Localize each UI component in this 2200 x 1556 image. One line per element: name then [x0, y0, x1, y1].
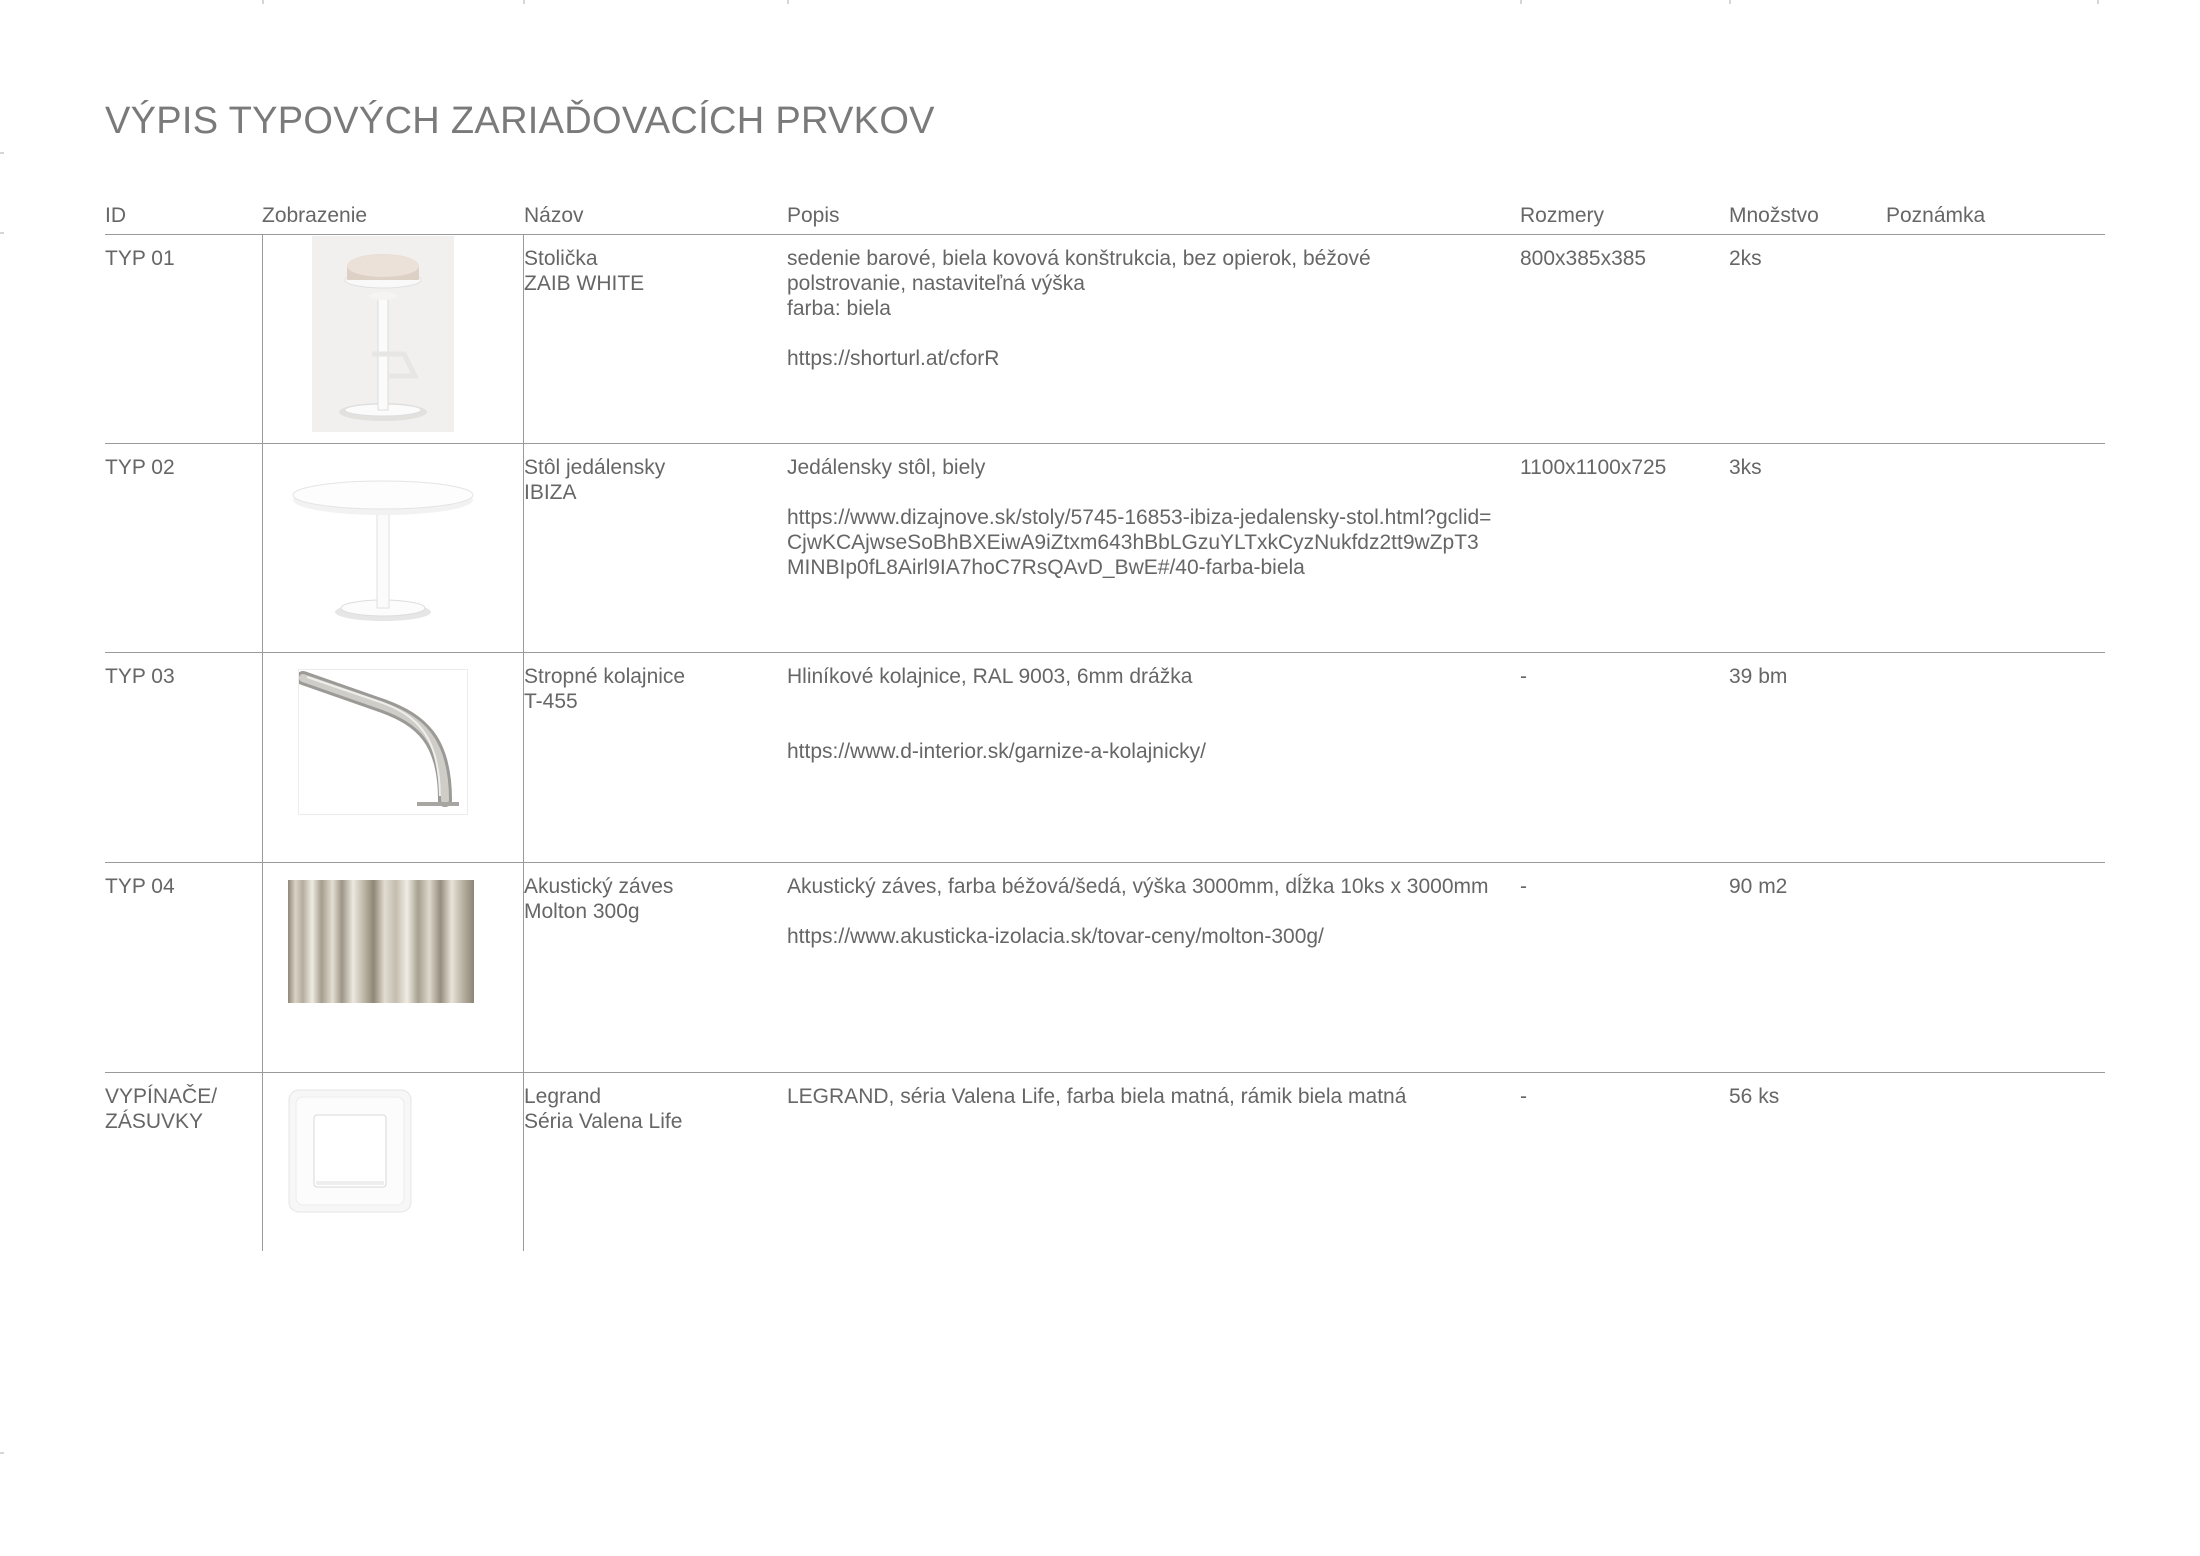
row-description-block — [787, 246, 1371, 371]
row-description-block — [787, 455, 1491, 580]
row-name: Akustický záves Molton 300g — [524, 875, 674, 923]
header-image: Zobrazenie — [262, 204, 368, 227]
row-divider — [105, 443, 2105, 444]
crop-mark — [262, 0, 264, 4]
row-dimensions: - — [1520, 1085, 1527, 1108]
row-description-block — [787, 1084, 1406, 1109]
row-name: Stropné kolajnice T-455 — [524, 665, 686, 713]
row-description: LEGRAND, séria Valena Life, farba biela matná, rámik biela matná — [787, 1085, 1407, 1108]
row-link[interactable]: https://www.d-interior.sk/garnize-a-kolajnicky/ — [787, 740, 1206, 763]
row-description-block — [787, 664, 1206, 764]
row-quantity: 3ks — [1729, 456, 1762, 479]
header-quantity: Množstvo — [1729, 204, 1819, 227]
header-divider — [105, 234, 2105, 235]
row-dimensions: - — [1520, 665, 1527, 688]
row-id: TYP 04 — [105, 875, 175, 898]
header-note: Poznámka — [1886, 204, 1986, 227]
row-name: Stolička ZAIB WHITE — [524, 247, 645, 295]
row-dimensions: 1100x1100x725 — [1520, 456, 1667, 479]
row-quantity: 39 bm — [1729, 665, 1788, 688]
row-quantity: 2ks — [1729, 247, 1762, 270]
crop-mark — [1520, 0, 1522, 4]
row-link[interactable]: https://www.akusticka-izolacia.sk/tovar-ceny/molton-300g/ — [787, 925, 1324, 948]
row-description: Jedálensky stôl, biely — [787, 456, 986, 479]
row-divider — [105, 652, 2105, 653]
row-description: Akustický záves, farba béžová/šedá, výška 3000mm, dĺžka 10ks x 3000mm — [787, 875, 1489, 898]
row-quantity: 90 m2 — [1729, 875, 1788, 898]
column-divider — [262, 234, 263, 1251]
crop-mark — [787, 0, 789, 4]
crop-mark — [1729, 0, 1731, 4]
row-divider — [105, 1072, 2105, 1073]
crop-mark — [523, 0, 525, 4]
acoustic-curtain-image — [288, 880, 474, 1003]
row-quantity: 56 ks — [1729, 1085, 1780, 1108]
row-link[interactable]: https://shorturl.at/cforR — [787, 347, 1000, 370]
bar-stool-image — [312, 236, 454, 432]
row-id: VYPÍNAČE/ ZÁSUVKY — [105, 1085, 218, 1133]
row-description: Hliníkové kolajnice, RAL 9003, 6mm drážka — [787, 665, 1193, 688]
header-name: Názov — [524, 204, 584, 227]
page-title: VÝPIS TYPOVÝCH ZARIAĎOVACÍCH PRVKOV — [105, 100, 935, 142]
row-divider — [105, 862, 2105, 863]
light-switch-image — [288, 1089, 412, 1213]
crop-mark — [0, 152, 4, 154]
row-id: TYP 02 — [105, 456, 175, 479]
row-description: sedenie barové, biela kovová konštrukcia, bez opierok, béžové polstrovanie, nastaviteľná výška farba: biela — [787, 247, 1371, 320]
header-id: ID — [105, 204, 126, 227]
row-name: Stôl jedálensky IBIZA — [524, 456, 666, 504]
row-dimensions: - — [1520, 875, 1527, 898]
row-name: Legrand Séria Valena Life — [524, 1085, 683, 1133]
header-description: Popis — [787, 204, 840, 227]
crop-mark — [0, 232, 4, 234]
crop-mark — [0, 1452, 4, 1454]
crop-mark — [2097, 0, 2099, 4]
ceiling-rail-image — [298, 669, 468, 815]
row-id: TYP 01 — [105, 247, 175, 270]
dining-table-image — [286, 462, 480, 626]
row-description-block — [787, 874, 1488, 949]
row-id: TYP 03 — [105, 665, 175, 688]
row-dimensions: 800x385x385 — [1520, 247, 1647, 270]
header-dimensions: Rozmery — [1520, 204, 1605, 227]
row-link[interactable]: https://www.dizajnove.sk/stoly/5745-16853-ibiza-jedalensky-stol.html?gclid= CjwKCAjwseSoBhBXEiwA9iZtxm643hBbLGzuYLTxkCyzNukfdz2tt9wZpT3 MINBIp0fL8Airl9IA7hoC7RsQAvD_BwE#/40-farba-biela — [787, 506, 1492, 579]
